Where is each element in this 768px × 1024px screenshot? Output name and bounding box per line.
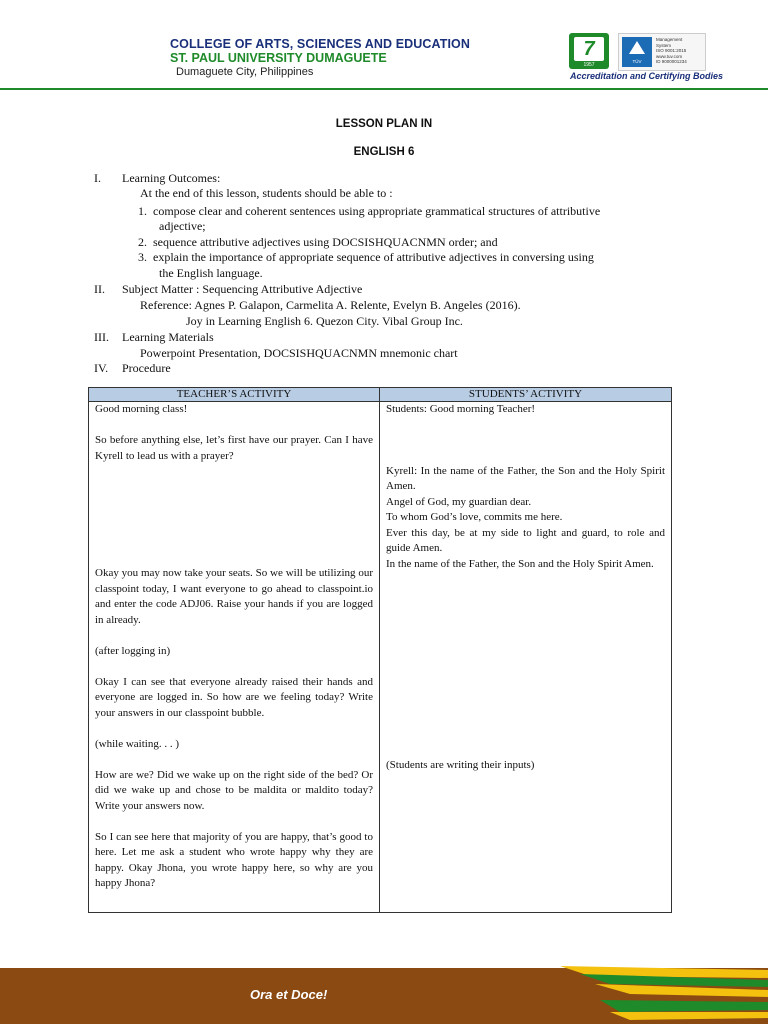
teacher-line: (after logging in) bbox=[95, 644, 171, 657]
outcomes-intro: At the end of this lesson, students should be able to : bbox=[140, 186, 393, 200]
teacher-line: So I can see here that majority of you are happy, that’s good to here. Let me ask a student who wrote happy why they are happy. Okay Jhona, you wrote happy here, so why are you happy Jhona? bbox=[95, 830, 373, 889]
teacher-line: (while waiting. . . ) bbox=[95, 737, 180, 750]
lesson-plan-subject: ENGLISH 6 bbox=[353, 146, 415, 158]
student-line: In the name of the Father, the Son and the Holy Spirit Amen. bbox=[386, 557, 654, 570]
section-learning-outcomes: Learning Outcomes: bbox=[122, 171, 221, 185]
section-num-3: III. bbox=[94, 330, 109, 344]
logo-year: 1957 bbox=[583, 62, 595, 68]
motto: Ora et Doce! bbox=[250, 987, 328, 1002]
student-line: (Students are writing their inputs) bbox=[386, 759, 535, 771]
teacher-activity-header: TEACHER’S ACTIVITY bbox=[89, 388, 380, 402]
teacher-line: Good morning class! bbox=[95, 403, 188, 415]
university-city: Dumaguete City, Philippines bbox=[176, 66, 314, 78]
accreditation-label: Accreditation and Certifying Bodies bbox=[570, 71, 724, 81]
outcome-3-num: 3. bbox=[138, 250, 147, 264]
section-procedure: Procedure bbox=[122, 361, 171, 375]
outcome-1: compose clear and coherent sentences using appropriate grammatical structures of attributive bbox=[153, 204, 601, 218]
college-name: COLLEGE OF ARTS, SCIENCES AND EDUCATION bbox=[170, 37, 470, 51]
outcome-1-num: 1. bbox=[138, 204, 147, 218]
students-activity-cell bbox=[380, 402, 672, 913]
section-num-1: I. bbox=[94, 171, 101, 185]
outcome-3: explain the importance of appropriate sequence of attributive adjectives in conversing using bbox=[153, 250, 594, 264]
footer-stripes-graphic bbox=[540, 960, 768, 1024]
teacher-line: Okay I can see that everyone already raised their hands and everyone are logged in. So how are we feeling today? Write your answers in our classpoint bubble. bbox=[95, 675, 373, 719]
header-divider bbox=[0, 88, 768, 90]
certification-text: Management System ISO 9001:2015 www.tuv.com ID 9000001234 bbox=[656, 37, 687, 64]
teacher-activity-cell bbox=[89, 402, 380, 913]
student-line: Angel of God, my guardian dear. bbox=[386, 495, 532, 508]
teacher-line: Okay you may now take your seats. So we will be utilizing our classpoint today, I want everyone to go ahead to classpoint.io and enter the code ADJ06. Raise your hands if you are logged in already. bbox=[95, 567, 373, 626]
tuv-certification-logo bbox=[618, 33, 706, 71]
section-num-4: IV. bbox=[94, 361, 109, 375]
tuv-mark-icon: TÜV bbox=[622, 37, 652, 67]
teacher-line: So before anything else, let’s first have our prayer. Can I have Kyrell to lead us with a prayer? bbox=[95, 434, 373, 462]
table-row bbox=[89, 402, 672, 913]
logo-mark: 7 bbox=[574, 37, 604, 61]
student-line: To whom God’s love, commits me here. bbox=[386, 511, 563, 523]
student-line: Students: Good morning Teacher! bbox=[386, 403, 536, 415]
outcome-3-cont: the English language. bbox=[159, 266, 263, 280]
reference-line-2: Joy in Learning English 6. Quezon City. Vibal Group Inc. bbox=[186, 314, 463, 328]
section-num-2: II. bbox=[94, 282, 105, 296]
outcome-1-cont: adjective; bbox=[159, 219, 206, 233]
outcome-2: sequence attributive adjectives using DOCSISHQUACNMN order; and bbox=[153, 235, 498, 249]
student-line: Ever this day, be at my side to light and guard, to role and guide Amen. bbox=[386, 526, 665, 554]
students-activity-header: STUDENTS’ ACTIVITY bbox=[380, 388, 672, 402]
lesson-plan-title: LESSON PLAN IN bbox=[335, 118, 433, 130]
section-subject-matter: Subject Matter : Sequencing Attributive Adjective bbox=[122, 282, 363, 296]
materials-list: Powerpoint Presentation, DOCSISHQUACNMN mnemonic chart bbox=[140, 346, 458, 360]
reference-line-1: Reference: Agnes P. Galapon, Carmelita A. Relente, Evelyn B. Angeles (2016). bbox=[140, 298, 521, 312]
procedure-table bbox=[88, 387, 672, 913]
table-header-row bbox=[89, 388, 672, 402]
outcome-2-num: 2. bbox=[138, 235, 147, 249]
pacucoa-logo bbox=[569, 33, 609, 69]
university-name: ST. PAUL UNIVERSITY DUMAGUETE bbox=[170, 51, 387, 65]
teacher-line: How are we? Did we wake up on the right side of the bed? Or did we wake up and chose to be maldita or maldito today? Write your answers now. bbox=[95, 768, 373, 812]
student-line: Kyrell: In the name of the Father, the Son and the Holy Spirit Amen. bbox=[386, 464, 665, 492]
section-learning-materials: Learning Materials bbox=[122, 330, 214, 344]
